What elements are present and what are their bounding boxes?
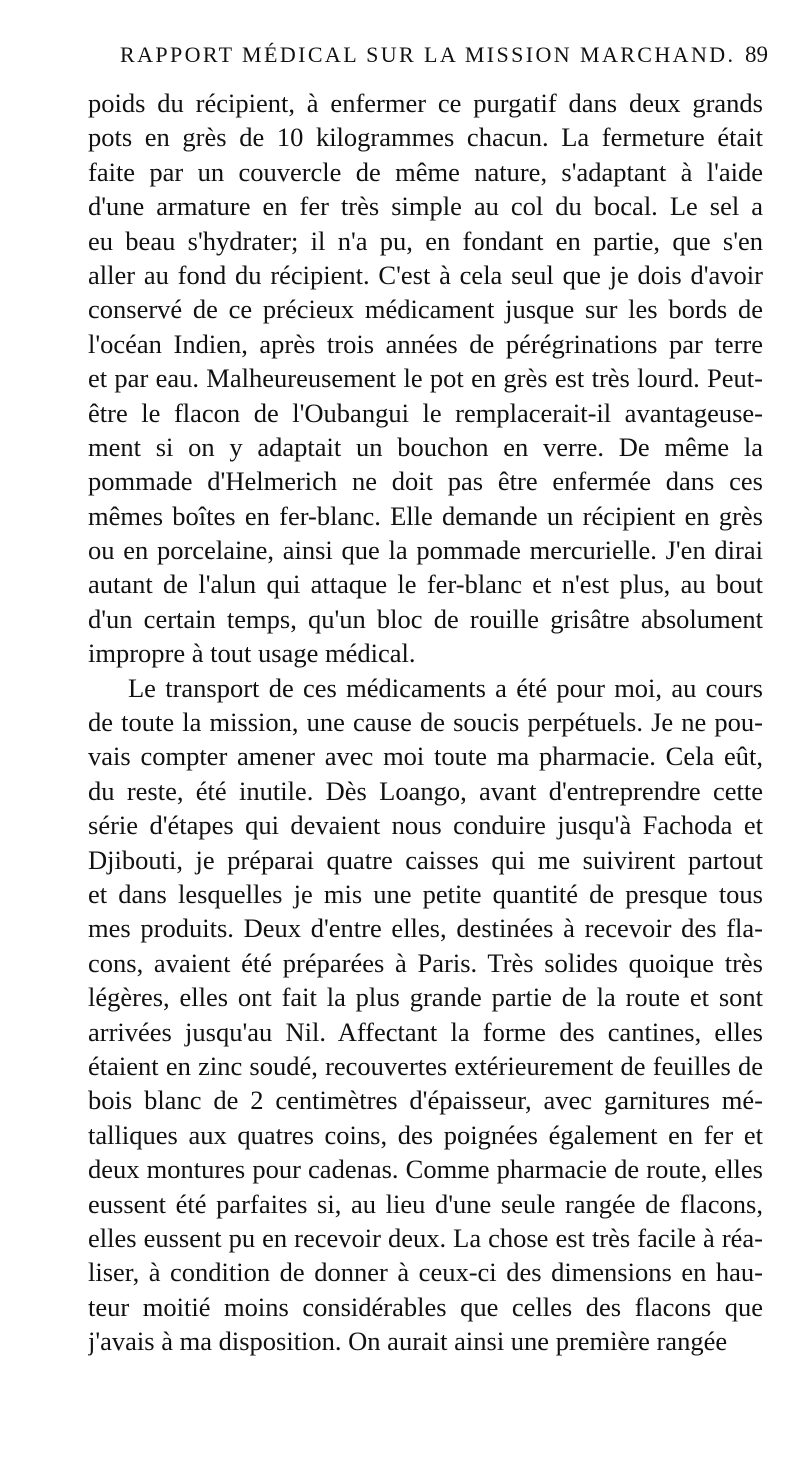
text-line: et dans lesquelles je mis une petite quantité de presque tous: [88, 878, 763, 909]
text-line: conservé de ce précieux médicament jusque sur les bords de: [88, 294, 763, 325]
text-line: pommade d'Helmerich ne doit pas être enfermée dans ces: [88, 466, 763, 497]
running-head: [88, 38, 768, 72]
text-line: être le flacon de l'Oubangui le remplacerait-il avantageuse-: [88, 397, 763, 428]
text-line: j'avais à ma disposition. On aurait ainsi une première rangée: [88, 1326, 728, 1357]
text-line: cons, avaient été préparées à Paris. Très solides quoique très: [88, 947, 763, 978]
text-line: ou en porcelaine, ainsi que la pommade mercurielle. J'en dirai: [88, 535, 763, 566]
text-line: de toute la mission, une cause de soucis perpétuels. Je ne pou-: [88, 707, 763, 738]
text-line: talliques aux quatres coins, des poignées également en fer et: [88, 1119, 763, 1150]
text-line: du reste, été inutile. Dès Loango, avant d'entreprendre cette: [88, 775, 763, 806]
text-line: poids du récipient, à enfermer ce purgatif dans deux grands: [88, 88, 763, 118]
text-line: faite par un couvercle de même nature, s'adaptant à l'aide: [88, 156, 763, 187]
text-line: légères, elles ont fait la plus grande partie de la route et sont: [88, 982, 763, 1013]
text-line: d'une armature en fer très simple au col du bocal. Le sel a: [88, 191, 763, 222]
text-line: eu beau s'hydrater; il n'a pu, en fondant en partie, que s'en: [88, 225, 763, 256]
text-line: ment si on y adaptait un bouchon en verre. De même la: [88, 431, 763, 462]
body-text: [88, 86, 763, 1358]
text-line: autant de l'alun qui attaque le fer-blanc et n'est plus, au bout: [88, 569, 763, 600]
text-line: eussent été parfaites si, au lieu d'une seule rangée de flacons,: [88, 1188, 763, 1219]
text-line: série d'étapes qui devaient nous conduire jusqu'à Fachoda et: [88, 810, 763, 841]
text-line: d'un certain temps, qu'un bloc de rouille grisâtre absolument: [88, 603, 763, 634]
text-line: arrivées jusqu'au Nil. Affectant la forme des cantines, elles: [88, 1016, 763, 1047]
text-line: étaient en zinc soudé, recouvertes extérieurement de feuilles de: [88, 1050, 763, 1081]
text-line: liser, à condition de donner à ceux-ci des dimensions en hau-: [88, 1257, 763, 1288]
page-number: 89: [745, 42, 768, 67]
text-line: aller au fond du récipient. C'est à cela seul que je dois d'avoir: [88, 259, 763, 290]
text-line: bois blanc de 2 centimètres d'épaisseur, avec garnitures mé-: [88, 1085, 763, 1116]
text-line: vais compter amener avec moi toute ma pharmacie. Cela eût,: [88, 741, 763, 772]
text-line: pots en grès de 10 kilogrammes chacun. La fermeture était: [88, 122, 763, 153]
text-line: et par eau. Malheureusement le pot en grès est très lourd. Peut-: [88, 363, 763, 394]
text-line: deux montures pour cadenas. Comme pharmacie de route, elles: [88, 1154, 763, 1185]
text-line: teur moitié moins considérables que celles des flacons que: [88, 1291, 763, 1322]
paragraph-1: [88, 86, 763, 671]
text-line: Djibouti, je préparai quatre caisses qui me suivirent partout: [88, 844, 763, 875]
text-line: Le transport de ces médicaments a été pour moi, au cours: [128, 672, 763, 703]
text-line: mêmes boîtes en fer-blanc. Elle demande un récipient en grès: [88, 500, 763, 531]
text-line: elles eussent pu en recevoir deux. La chose est très facile à réa-: [88, 1222, 763, 1253]
paragraph-2: [88, 671, 763, 1359]
text-line: impropre à tout usage médical.: [88, 638, 416, 669]
running-title: RAPPORT MÉDICAL SUR LA MISSION MARCHAND.: [120, 42, 736, 67]
text-line: mes produits. Deux d'entre elles, destinées à recevoir des fla-: [88, 913, 763, 944]
text-line: l'océan Indien, après trois années de pérégrinations par terre: [88, 328, 763, 359]
